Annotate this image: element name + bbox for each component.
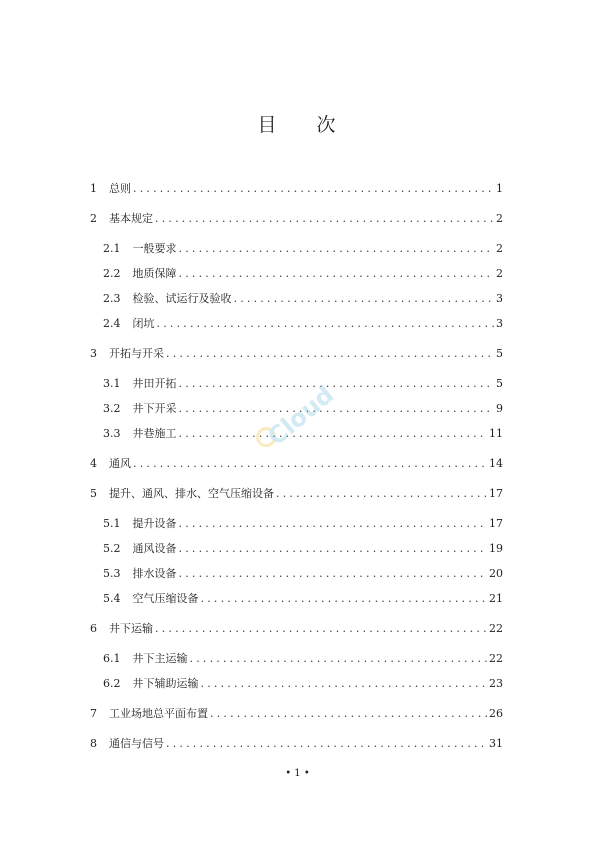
toc-leader-dots [133, 182, 494, 196]
toc-leader-dots [155, 212, 494, 226]
toc-leader-dots [179, 542, 488, 556]
toc-subentry[interactable] [103, 592, 503, 606]
toc-number: 2.3 [103, 292, 121, 305]
toc-entry[interactable] [90, 182, 503, 196]
toc-leader-dots [276, 487, 487, 501]
toc-page-number: 9 [496, 402, 503, 415]
toc-entry[interactable] [90, 707, 503, 721]
toc-leader-dots [201, 677, 488, 691]
title-char-right: 次 [316, 114, 338, 136]
toc-page-number: 17 [489, 517, 503, 530]
toc-number: 3.2 [103, 402, 121, 415]
toc-number: 3 [90, 347, 97, 360]
toc-label: 通风设备 [132, 542, 177, 555]
toc-page-number: 14 [489, 457, 503, 470]
toc-label: 工业场地总平面布置 [109, 707, 208, 720]
title-char-left: 目 [257, 114, 279, 136]
toc-entry[interactable] [90, 347, 503, 361]
watermark-text: Cloud [262, 380, 340, 452]
toc-number: 6.1 [103, 652, 121, 665]
toc-page-number: 1 [496, 182, 503, 195]
toc-page-number: 3 [496, 292, 503, 305]
toc-entry[interactable] [90, 622, 503, 636]
toc-subentry[interactable] [103, 242, 503, 256]
toc-label: 提升设备 [132, 517, 177, 530]
toc-leader-dots [179, 242, 495, 256]
toc-page-number: 2 [496, 212, 503, 225]
toc-number: 6 [90, 622, 97, 635]
toc-label: 排水设备 [132, 567, 177, 580]
toc-subentry[interactable] [103, 567, 503, 581]
toc-page-number: 3 [496, 317, 503, 330]
toc-number: 2.2 [103, 267, 121, 280]
toc-page-number: 21 [489, 592, 503, 605]
toc-number: 5.2 [103, 542, 121, 555]
toc-leader-dots [179, 267, 495, 281]
toc-subentry[interactable] [103, 317, 503, 331]
toc-number: 5.3 [103, 567, 121, 580]
toc-number: 5 [90, 487, 97, 500]
toc-subentry[interactable] [103, 652, 503, 666]
toc-number: 6.2 [103, 677, 121, 690]
toc-label: 井巷施工 [132, 427, 177, 440]
toc-leader-dots [234, 292, 495, 306]
toc-page-number: 22 [489, 622, 503, 635]
toc-page-number: 22 [489, 652, 503, 665]
toc-page-number: 31 [489, 737, 503, 750]
toc-leader-dots [210, 707, 487, 721]
toc-number: 2.4 [103, 317, 121, 330]
toc-subentry[interactable] [103, 677, 503, 691]
toc-leader-dots [190, 652, 488, 666]
toc-number: 2 [90, 212, 97, 225]
toc-label: 井下主运输 [132, 652, 188, 665]
toc-page-number: 5 [496, 377, 503, 390]
toc-page-number: 19 [489, 542, 503, 555]
toc-leader-dots [179, 377, 495, 391]
toc-leader-dots [179, 517, 488, 531]
toc-label: 闭坑 [132, 317, 155, 330]
toc-page-number: 5 [496, 347, 503, 360]
toc-number: 5.1 [103, 517, 121, 530]
toc-label: 井下辅助运输 [132, 677, 199, 690]
toc-label: 地质保障 [132, 267, 177, 280]
toc-subentry[interactable] [103, 292, 503, 306]
toc-label: 提升、通风、排水、空气压缩设备 [109, 487, 274, 500]
toc-page-number: 2 [496, 267, 503, 280]
toc-page-number: 11 [489, 427, 503, 440]
toc-label: 一般要求 [132, 242, 177, 255]
toc-number: 2.1 [103, 242, 121, 255]
toc-label: 井田开拓 [132, 377, 177, 390]
toc-leader-dots [166, 347, 494, 361]
toc-label: 基本规定 [109, 212, 153, 225]
toc-leader-dots [157, 317, 495, 331]
toc-leader-dots [179, 567, 488, 581]
toc-number: 1 [90, 182, 97, 195]
toc-subentry[interactable] [103, 267, 503, 281]
toc-number: 5.4 [103, 592, 121, 605]
toc-label: 空气压缩设备 [132, 592, 199, 605]
toc-entry[interactable] [90, 737, 503, 751]
toc-number: 7 [90, 707, 97, 720]
toc-label: 检验、试运行及验收 [132, 292, 232, 305]
toc-leader-dots [166, 737, 487, 751]
toc-label: 通信与信号 [109, 737, 164, 750]
toc-entry[interactable] [90, 487, 503, 501]
toc-page-number: 26 [489, 707, 503, 720]
toc-subentry[interactable] [103, 542, 503, 556]
toc-label: 井下开采 [132, 402, 177, 415]
toc-label: 井下运输 [109, 622, 153, 635]
toc-number: 4 [90, 457, 97, 470]
page-number: • 1 • [285, 768, 310, 779]
toc-number: 3.1 [103, 377, 121, 390]
toc-leader-dots [201, 592, 488, 606]
toc-leader-dots [155, 622, 487, 636]
toc-label: 通风 [109, 457, 131, 470]
toc-page-number: 20 [489, 567, 503, 580]
toc-number: 3.3 [103, 427, 121, 440]
toc-page-number: 2 [496, 242, 503, 255]
toc-label: 总则 [109, 182, 131, 195]
toc-number: 8 [90, 737, 97, 750]
toc-page-number: 17 [489, 487, 503, 500]
toc-label: 开拓与开采 [109, 347, 164, 360]
toc-subentry[interactable] [103, 517, 503, 531]
page-title [0, 110, 595, 137]
toc-entry[interactable] [90, 212, 503, 226]
toc-page-number: 23 [489, 677, 503, 690]
